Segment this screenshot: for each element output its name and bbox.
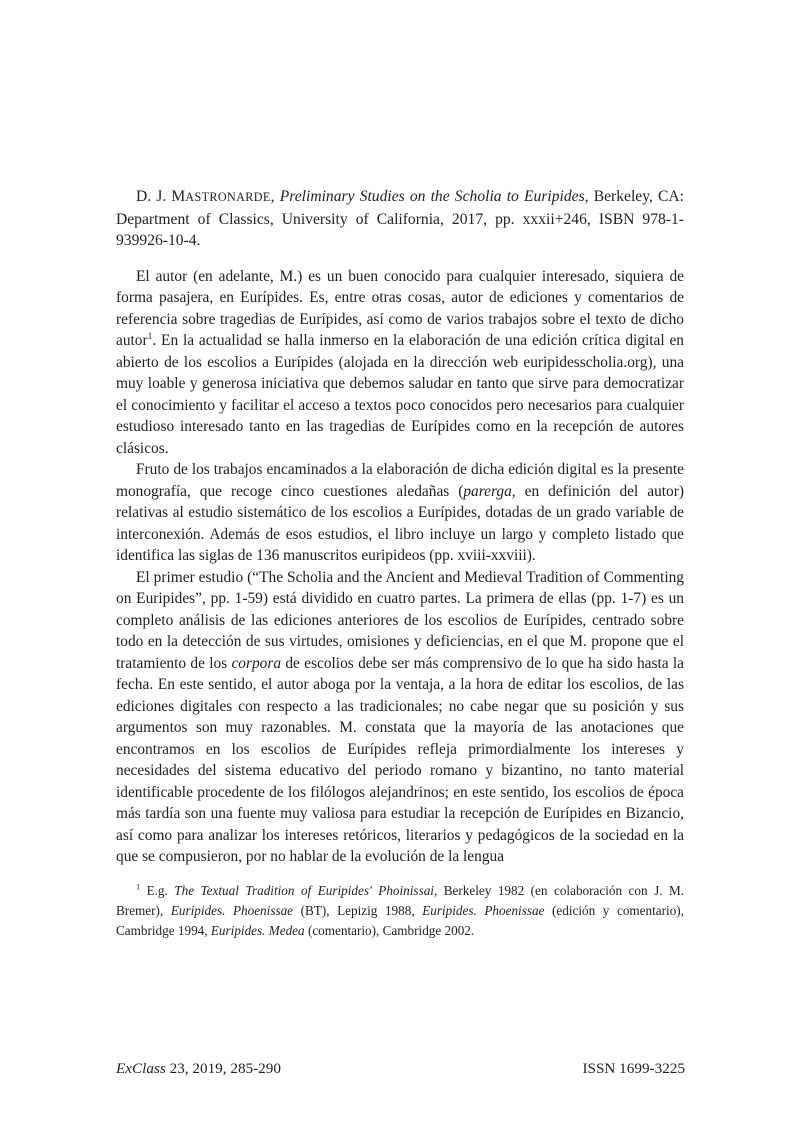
- page-content-column: [116, 186, 684, 941]
- review-body: [116, 266, 684, 868]
- body-paragraph-3: El primer estudio (“The Scholia and the Ancient and Medieval Tradition of Commenting on Euripides”, pp. 1-59) está dividido en cuatro partes. La primera de ellas (pp. 1-7) es un completo análisis de las ediciones anteriores de los escolios de Eurípides, centrado sobre todo en la detección de sus virtudes, omisiones y deficiencias, en el que M. propone que el tratamiento de los corpora de escolios debe ser más comprensivo de lo que ha sido hasta la fecha. En este sentido, el autor aboga por la ventaja, a la hora de editar los escolios, de las ediciones digitales con respecto a las tradicionales; no cabe negar que su posición y sus argumentos son muy razonables. M. constata que la mayoría de las anotaciones que encontramos en los escolios de Eurípides refleja primordialmente los intereses y necesidades del sistema educativo del periodo romano y bizantino, no tanto material identificable procedente de los filólogos alejandrinos; en este sentido, los escolios de época más tardía son una fuente muy valiosa para estudiar la recepción de Eurípides en Bizancio, así como para analizar los intereses retóricos, literarios y pedagógicos de la sociedad en la que se compusieron, por no hablar de la evolución de la lengua: [116, 568, 684, 865]
- body-paragraph-1: El autor (en adelante, M.) es un buen conocido para cualquier interesado, siquiera de forma pasajera, en Eurípides. Es, entre otras cosas, autor de ediciones y comentarios de referencia sobre tragedias de Eurípides, así como de varios trabajos sobre el texto de dicho autor$^1$. En la actualidad se halla inmerso en la elaboración de una edición crítica digital en abierto de los escolios a Eurípides (alojada en la dirección web euripidesscholia.org), una muy loable y generosa iniciativa que debemos saludar en tanto que sirve para democratizar el conocimiento y facilitar el acceso a textos poco conocidos pero necesarios para cualquier estudioso interesado tanto en las tragedias de Eurípides como en la recepción de autores clásicos.: [116, 267, 684, 457]
- issn-label: ISSN 1699-3225: [582, 1060, 685, 1077]
- footnote: $^1$ E.g. The Textual Tradition of Euripides' Phoinissai, Berkeley 1982 (en colaboración con J. M. Bremer), Euripides. Phoenissae (BT), Lepizig 1988, Euripides. Phoenissae (edición y comentario), Cambridge 1994, Euripides. Medea (comentario), Cambridge 2002.: [116, 882, 685, 938]
- book-reference-header: D. J. MASTRONARDE, Preliminary Studies on the Scholia to Euripides, Berkeley, CA: Department of Classics, University of California, 2017, pp. xxxii+246, ISBN 978-1-939926-10-4.: [116, 188, 685, 249]
- journal-citation: ExClass 23, 2019, 285-290: [116, 1060, 281, 1077]
- body-paragraph-2: Fruto de los trabajos encaminados a la elaboración de dicha edición digital es la presente monografía, que recoge cinco cuestiones aledañas (parerga, en definición del autor) relativas al estudio sistemático de los escolios a Eurípides, dotadas de un grado variable de interconexión. Además de esos estudios, el libro incluye un largo y completo listado que identifica las siglas de 136 manuscritos euripideos (pp. xviii-xxviii).: [116, 461, 684, 564]
- page-footer: [116, 1059, 685, 1078]
